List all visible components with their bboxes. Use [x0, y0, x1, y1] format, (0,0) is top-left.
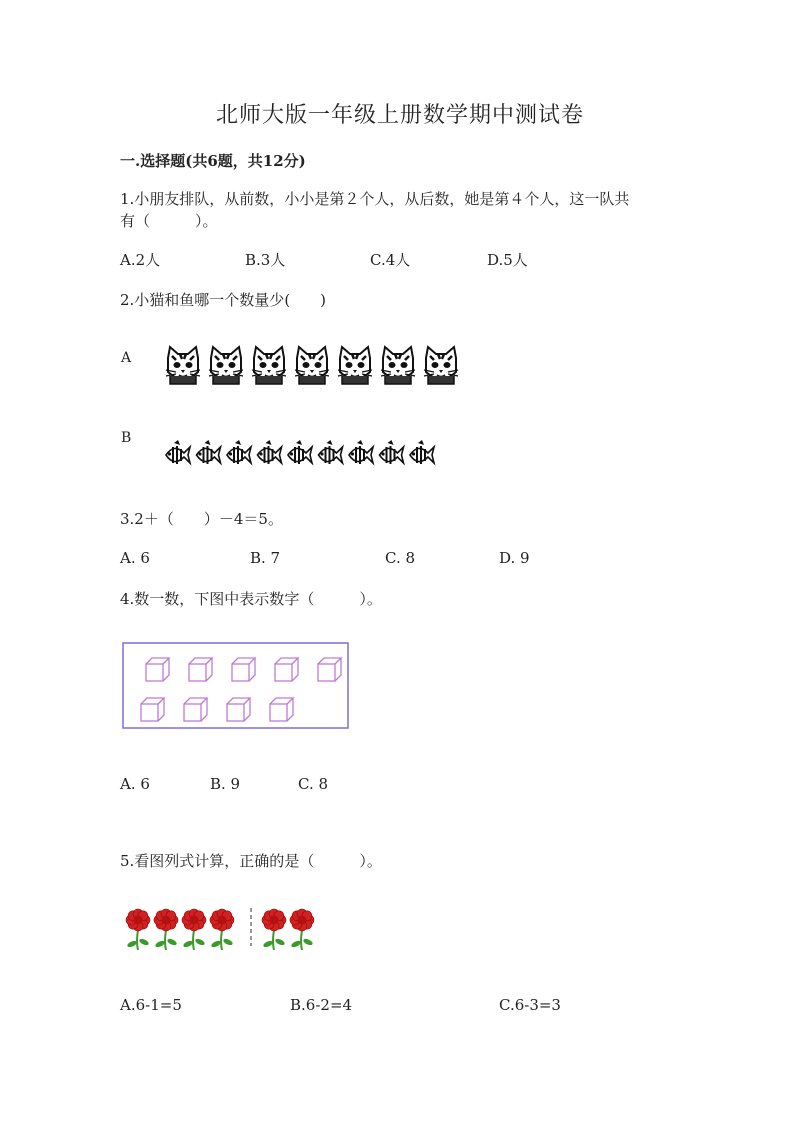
- cube-icon: [232, 658, 255, 681]
- cube-icon: [141, 698, 164, 721]
- fish-icon: [197, 440, 221, 464]
- fish-icon: [258, 440, 282, 464]
- q2-row-b-label: B: [121, 430, 132, 446]
- flower-icon: [182, 909, 206, 950]
- cat-icon: [166, 347, 200, 384]
- cat-icon: [209, 347, 243, 384]
- q1-option-b: B.3人: [245, 251, 286, 269]
- question-1-line-1: 1.小朋友排队，从前数，小小是第２个人，从后数，她是第４个人，这一队共: [120, 190, 630, 208]
- fish-icon: [410, 440, 434, 464]
- fish-icon: [227, 440, 251, 464]
- cat-icon: [381, 347, 415, 384]
- question-4-text: 4.数一数，下图中表示数字（ ）。: [120, 590, 382, 608]
- flower-row-image: [122, 904, 328, 952]
- fish-icon: [288, 440, 312, 464]
- q3-option-a: A. 6: [120, 549, 150, 567]
- question-5-text: 5.看图列式计算，正确的是（ ）。: [120, 852, 382, 870]
- q5-option-c: C.6-3=3: [499, 996, 561, 1014]
- q4-option-c: C. 8: [298, 775, 329, 793]
- q3-option-d: D. 9: [499, 549, 530, 567]
- question-2-text: 2.小猫和鱼哪一个数量少( ): [120, 291, 327, 309]
- cube-icon: [227, 698, 250, 721]
- cube-icon: [184, 698, 207, 721]
- q5-option-a: A.6-1=5: [120, 996, 182, 1014]
- cube-icon: [189, 658, 212, 681]
- flower-icon: [210, 909, 234, 950]
- q4-option-a: A. 6: [120, 775, 150, 793]
- cat-icon: [295, 347, 329, 384]
- cat-icon: [252, 347, 286, 384]
- q2-row-a-label: A: [121, 350, 132, 366]
- fish-icon: [319, 440, 343, 464]
- cube-icon: [270, 698, 293, 721]
- question-3-text: 3.2＋（ ）－4＝5。: [120, 510, 283, 528]
- cube-icon: [146, 658, 169, 681]
- fish-icon: [380, 440, 404, 464]
- cube-icon: [275, 658, 298, 681]
- q1-option-d: D.5人: [487, 251, 528, 269]
- q3-option-b: B. 7: [250, 549, 281, 567]
- fish-icon: [166, 440, 190, 464]
- q1-option-a: A.2人: [120, 251, 161, 269]
- flower-icon: [262, 909, 286, 950]
- flower-icon: [290, 909, 314, 950]
- q4-option-b: B. 9: [210, 775, 241, 793]
- cube-frame-image: [122, 642, 350, 730]
- q1-option-c: C.4人: [370, 251, 411, 269]
- flower-icon: [126, 909, 150, 950]
- cat-row-image: [160, 344, 480, 388]
- cube-frame: [123, 643, 348, 728]
- cat-icon: [338, 347, 372, 384]
- cat-icon: [424, 347, 458, 384]
- cube-icon: [318, 658, 341, 681]
- question-1-line-2: 有（ ）。: [120, 212, 218, 230]
- section-heading: 一.选择题(共6题，共12分): [120, 152, 306, 170]
- fish-row-image: [160, 438, 450, 472]
- q5-option-b: B.6-2=4: [290, 996, 353, 1014]
- page-title: 北师大版一年级上册数学期中测试卷: [215, 103, 584, 128]
- fish-icon: [349, 440, 373, 464]
- flower-icon: [154, 909, 178, 950]
- q3-option-c: C. 8: [385, 549, 416, 567]
